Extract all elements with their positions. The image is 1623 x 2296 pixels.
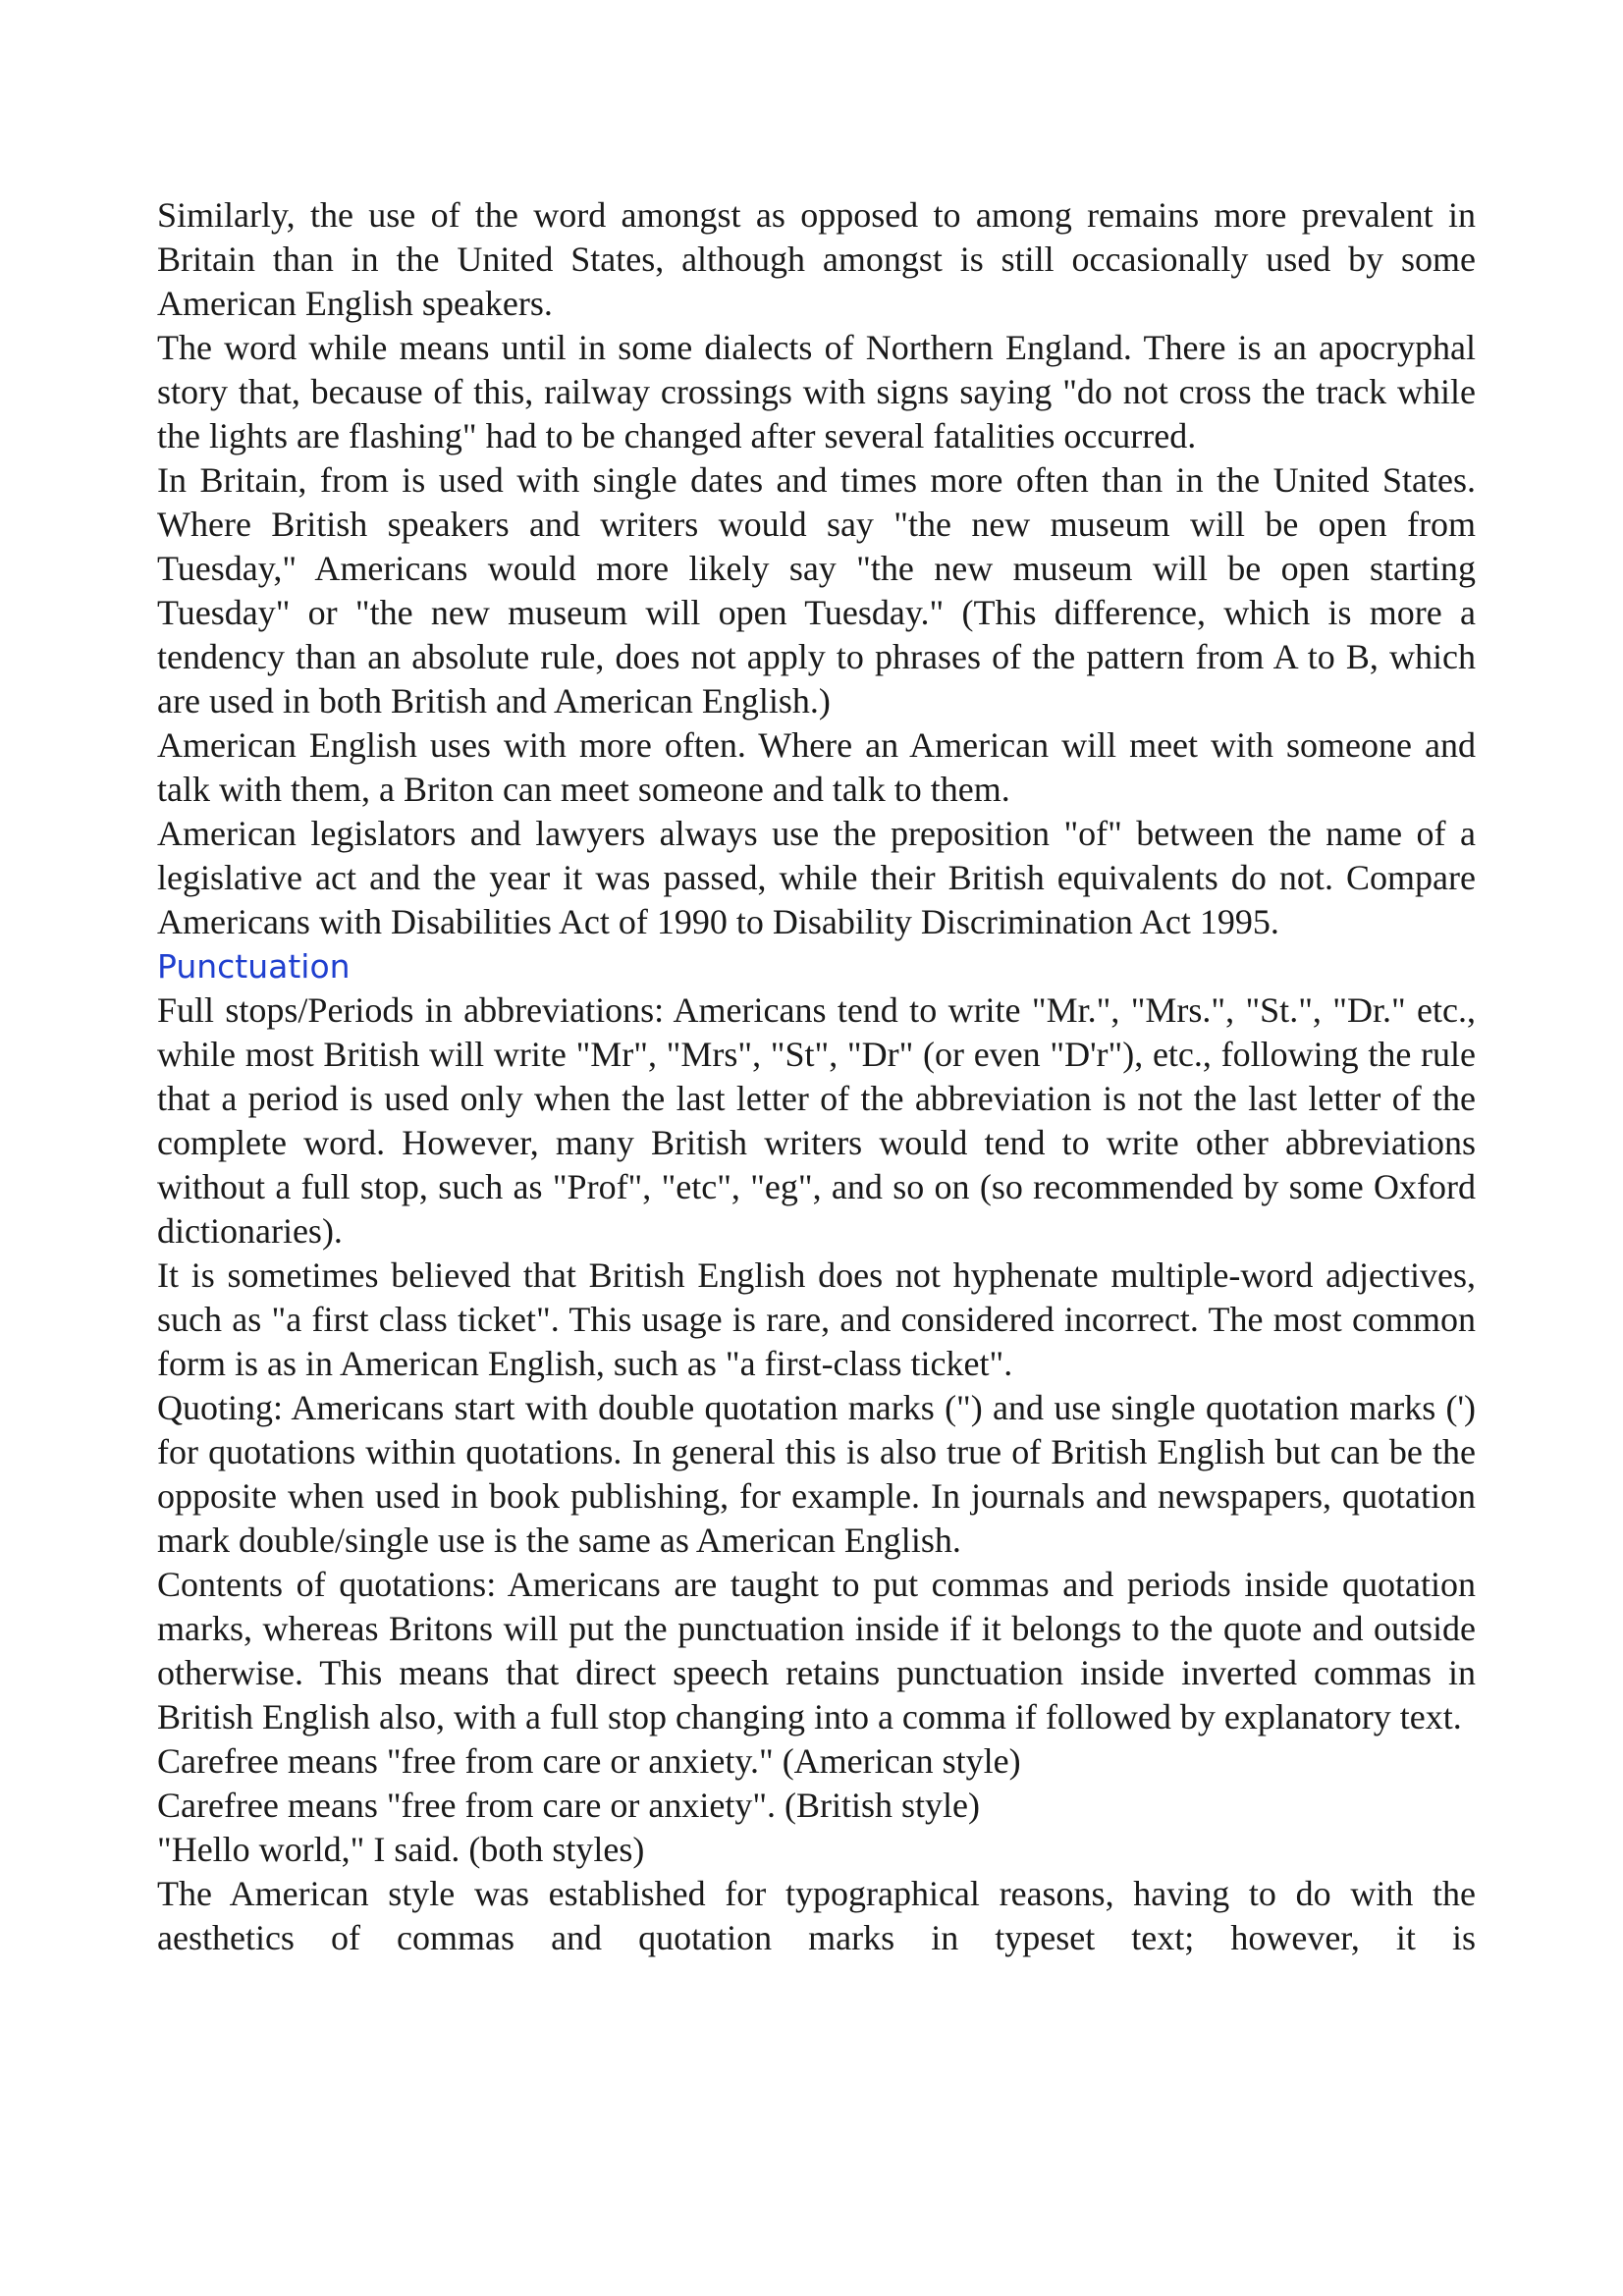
paragraph-amongst: Similarly, the use of the word amongst as opposed to among remains more prevalent in Britain than in the United States, although amongst is still occasionally used by some American English speakers.	[157, 195, 1476, 323]
paragraph-of: American legislators and lawyers always use the preposition "of" between the name of a legislative act and the year it was passed, while their British equivalents do not. Compare Americans with Disabilities Act of 1990 to Disability Discrimination Act 1995.	[157, 814, 1476, 941]
example-british-style: Carefree means "free from care or anxiety". (British style)	[157, 1786, 981, 1825]
example-both-styles: "Hello world," I said. (both styles)	[157, 1830, 645, 1869]
paragraph-with: American English uses with more often. Where an American will meet with someone and talk with them, a Briton can meet someone and talk to them.	[157, 725, 1476, 809]
paragraph-from: In Britain, from is used with single dates and times more often than in the United States. Where British speakers and writers would say "the new museum will be open from Tuesday," Americans would more likely say "the new museum will be open starting Tuesday" or "the new museum will open Tuesday." (This difference, which is more a tendency than an absolute rule, does not apply to phrases of the pattern from A to B, which are used in both British and American English.)	[157, 460, 1476, 721]
paragraph-american-style-origin: The American style was established for typographical reasons, having to do with the aesthetics of commas and quotation marks in typeset text; however, it is	[157, 1874, 1476, 1957]
paragraph-full-stops: Full stops/Periods in abbreviations: Americans tend to write "Mr.", "Mrs.", "St.", "Dr." etc., while most British will write "Mr", "Mrs", "St", "Dr" (or even "D'r"), etc., following the rule that a period is used only when the last letter of the abbreviation is not the last letter of the complete word. However, many British writers would tend to write other abbreviations without a full stop, such as "Prof", "etc", "eg", and so on (so recommended by some Oxford dictionaries).	[157, 990, 1476, 1251]
document-page	[157, 193, 1476, 1960]
paragraph-hyphenation: It is sometimes believed that British English does not hyphenate multiple-word adjectives, such as "a first class ticket". This usage is rare, and considered incorrect. The most common form is as in American English, such as "a first-class ticket".	[157, 1255, 1476, 1383]
paragraph-while: The word while means until in some dialects of Northern England. There is an apocryphal story that, because of this, railway crossings with signs saying "do not cross the track while the lights are flashing" had to be changed after several fatalities occurred.	[157, 328, 1476, 455]
example-american-style: Carefree means "free from care or anxiety." (American style)	[157, 1741, 1021, 1781]
paragraph-contents-of-quotations: Contents of quotations: Americans are taught to put commas and periods inside quotation marks, whereas Britons will put the punctuation inside if it belongs to the quote and outside otherwise. This means that direct speech retains punctuation inside inverted commas in British English also, with a full stop changing into a comma if followed by explanatory text.	[157, 1565, 1476, 1736]
paragraph-quoting: Quoting: Americans start with double quotation marks (") and use single quotation marks (') for quotations within quotations. In general this is also true of British English but can be the opposite when used in book publishing, for example. In journals and newspapers, quotation mark double/single use is the same as American English.	[157, 1388, 1476, 1560]
section-heading-punctuation: Punctuation	[157, 947, 351, 986]
